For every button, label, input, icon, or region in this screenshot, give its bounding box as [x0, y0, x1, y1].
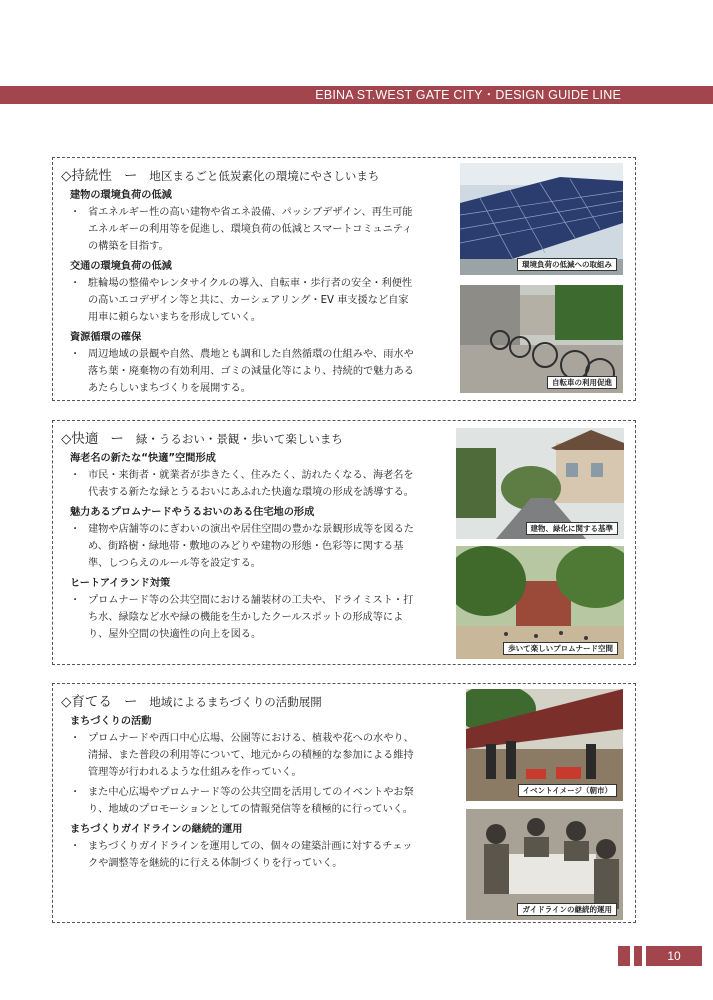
section-heading: ◇持続性 [61, 168, 112, 184]
section-title [61, 164, 379, 184]
section-content [70, 450, 415, 646]
page-marker-1 [618, 946, 630, 966]
section-dash: ー [123, 168, 138, 184]
page-number: 10 [646, 946, 702, 966]
promenade-photo [456, 546, 624, 659]
section-heading: ◇快適 [61, 431, 99, 447]
bullet-text: ・ 市民・来街者・就業者が歩きたく、住みたく、訪れたくなる、海老名を代表する新たな緑とうるおいにあふれた快適な環境の形成を誘導する。 [70, 467, 415, 501]
market-event-photo [466, 689, 623, 801]
header-title: EBINA ST.WEST GATE CITY・DESIGN GUIDE LINE [315, 88, 621, 102]
item-heading: 海老名の新たな“快適”空間形成 [70, 453, 216, 464]
item-heading: 建物の環境負荷の低減 [70, 190, 172, 201]
item-heading: まちづくりガイドラインの継続的運用 [70, 824, 243, 835]
page-marker-2 [634, 946, 642, 966]
section-subtitle: 地域によるまちづくりの活動展開 [149, 695, 322, 709]
bullet-text: ・ プロムナード等の公共空間における舗装材の工夫や、ドライミスト・打ち水、緑陰など水や緑の機能を生かしたクールスポットの形成等により、屋外空間の快適性の向上を図る。 [70, 592, 415, 643]
item-heading: ヒートアイランド対策 [70, 578, 171, 589]
bullet-text: ・ 省エネルギー性の高い建物や省エネ設備、パッシブデザイン、再生可能エネルギーの利用等を促進し、環境負荷の低減とスマートコミュニティの構築を目指す。 [70, 204, 415, 255]
photo-caption: 環境負荷の低減への取組み [517, 258, 617, 271]
section-subtitle: 緑・うるおい・景観・歩いて楽しいまち [135, 432, 343, 446]
section-subtitle: 地区まるごと低炭素化の環境にやさしいまち [149, 169, 380, 183]
section-dash: ー [110, 431, 124, 447]
section-nurture [52, 683, 636, 923]
solar-panel-photo [460, 163, 623, 275]
guideline-meeting-photo [466, 809, 623, 920]
item-heading: まちづくりの活動 [70, 716, 152, 727]
section-sustainability [52, 157, 636, 401]
section-dash: ー [123, 694, 138, 710]
photo-caption: イベントイメージ（朝市） [518, 784, 617, 797]
bicycle-parking-photo [460, 285, 623, 393]
photo-caption: 歩いて楽しいプロムナード空間 [503, 642, 618, 655]
bullet-text: ・ プロムナードや西口中心広場、公園等における、植栽や花への水やり、清掃、また普段の利用等について、地元からの積極的な参加による維持管理等が行われるような仕組みを作っていく。 [70, 730, 415, 781]
bullet-text: ・ また中心広場やプロムナード等の公共空間を活用してのイベントやお祭り、地域のプロモーションとしての情報発信等を積極的に行っていく。 [70, 784, 415, 818]
item-heading: 資源循環の確保 [70, 332, 142, 343]
section-content [70, 713, 415, 875]
photo-caption: 建物、緑化に関する基準 [526, 522, 619, 535]
bullet-text: ・ 周辺地域の景観や自然、農地とも調和した自然循環の仕組みや、雨水や落ち葉・廃棄物の有効利用、ゴミの減量化等により、持続的で魅力あるあたらしいまちづくりを展開する。 [70, 346, 415, 397]
section-content [70, 187, 415, 400]
bullet-text: ・ まちづくりガイドラインを運用しての、個々の建築計画に対するチェックや調整等を継続的に行える体制づくりを行っていく。 [70, 838, 415, 872]
item-heading: 交通の環境負荷の低減 [70, 261, 172, 272]
photo-caption: ガイドラインの継続的運用 [517, 903, 617, 916]
section-title [61, 427, 343, 447]
section-comfort [52, 420, 636, 665]
item-heading: 魅力あるプロムナードやうるおいのある住宅地の形成 [70, 507, 315, 518]
bullet-text: ・ 建物や店舗等のにぎわいの演出や居住空間の豊かな景観形成等を図るため、街路樹・緑地帯・敷地のみどりや建物の形態・色彩等に関する基準、しつらえのルール等を設定する。 [70, 521, 415, 572]
section-heading: ◇育てる [61, 694, 112, 710]
section-title [61, 690, 322, 710]
photo-caption: 自転車の利用促進 [547, 376, 617, 389]
residential-street-photo [456, 428, 624, 539]
bullet-text: ・ 駐輪場の整備やレンタサイクルの導入、自転車・歩行者の安全・利便性の高いエコデザイン等と共に、カーシェアリング・EV 車支援など自家用車に頼らないまちを形成していく。 [70, 275, 415, 326]
